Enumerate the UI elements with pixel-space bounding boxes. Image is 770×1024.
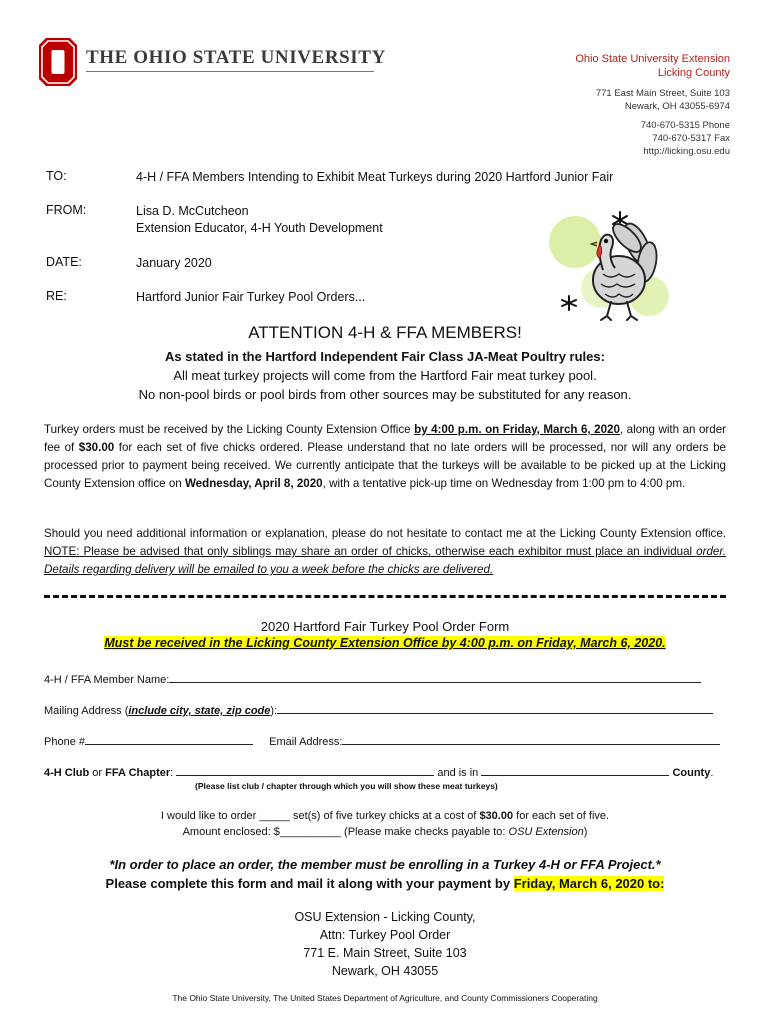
memo-from-name: Lisa D. McCutcheon xyxy=(136,204,249,218)
chapter-label: FFA Chapter xyxy=(105,767,171,779)
contact-note-paragraph: Should you need additional information or explanation, please do not hesitate to contact me at the Licking County Extension office. NOTE: Please be advised that only siblings may share an order of chicks, otherwise each exhibitor must place an individual order. Details regarding delivery will be emailed to you a week before the chicks are delivered. xyxy=(44,527,726,576)
mail-to-line2: Attn: Turkey Pool Order xyxy=(319,928,451,942)
pickup-date: Wednesday, April 8, 2020 xyxy=(184,477,323,490)
mail-to-line1: OSU Extension - Licking County, xyxy=(294,910,476,924)
attention-heading: ATTENTION 4-H & FFA MEMBERS! xyxy=(248,323,522,342)
club-county-row: 4-H Club or FFA Chapter: and is in County. xyxy=(44,767,714,779)
club-blank[interactable] xyxy=(176,765,434,776)
county-blank[interactable] xyxy=(481,765,669,776)
payee-name: OSU Extension xyxy=(508,826,584,838)
phone-label: Phone # xyxy=(44,736,85,748)
extension-address-line1: 771 East Main Street, Suite 103 xyxy=(595,88,730,99)
extension-contact-block xyxy=(470,52,730,158)
university-name: THE OHIO STATE UNIVERSITY xyxy=(86,47,386,68)
header-rule xyxy=(86,71,374,72)
mailing-address-blank[interactable] xyxy=(277,703,713,714)
mail-deadline: Friday, March 6, 2020 to: xyxy=(513,876,665,891)
extension-phone: 740-670-5315 Phone xyxy=(640,120,730,131)
phone-email-row xyxy=(44,734,726,748)
note-label: NOTE: xyxy=(44,545,80,558)
order-form-fee: $30.00 xyxy=(479,810,514,822)
order-instructions-paragraph: Turkey orders must be received by the Licking County Extension Office by 4:00 p.m. on Friday, March 6, 2020, along with an order fee of $30.00 for each set of five chicks ordered. Please understand that no late orders will be processed, nor will any orders be processed prior to payment being received. We currently anticipate that the turkeys will be available to be picked up at the Licking County Extension office on Wednesday, April 8, 2020, with a tentative pick-up time on Wednesday from 1:00 pm to 4:00 pm. xyxy=(44,423,727,490)
mail-instruction: Please complete this form and mail it along with your payment by Friday, March 6, 2020 to: xyxy=(105,876,665,891)
memo-re-value: Hartford Junior Fair Turkey Pool Orders... xyxy=(136,290,366,304)
email-blank[interactable] xyxy=(342,734,720,745)
memo-from-label: FROM: xyxy=(46,203,87,217)
member-name-field[interactable]: 4-H / FFA Member Name: xyxy=(44,672,726,686)
county-label: County xyxy=(672,767,711,779)
extension-website: http://licking.osu.edu xyxy=(643,146,730,157)
memo-date-value: January 2020 xyxy=(136,256,212,270)
club-label: 4-H Club xyxy=(44,767,90,779)
extension-county: Licking County xyxy=(657,67,730,79)
mailing-address-field[interactable]: Mailing Address (include city, state, zip code): xyxy=(44,703,726,717)
order-quantity-line: I would like to order _____ set(s) of five turkey chicks at a cost of $30.00 for each set of five. xyxy=(160,810,610,822)
memo-re-label: RE: xyxy=(46,289,67,303)
and-is-in-text: and is in xyxy=(437,767,479,779)
email-label: Email Address: xyxy=(269,736,343,748)
extension-address-line2: Newark, OH 43055-6974 xyxy=(624,101,730,112)
extension-name: Ohio State University Extension xyxy=(575,53,730,65)
form-deadline-notice: Must be received in the Licking County Extension Office by 4:00 p.m. on Friday, March 6, 2020. xyxy=(104,636,666,650)
mail-to-line4: Newark, OH 43055 xyxy=(331,964,439,978)
attention-rule-line: As stated in the Hartford Independent Fair Class JA-Meat Poultry rules: xyxy=(165,349,605,364)
mailing-address-hint: include city, state, zip code xyxy=(128,705,271,717)
memo-from-title: Extension Educator, 4-H Youth Development xyxy=(136,221,383,235)
memo-to-label: TO: xyxy=(46,169,67,183)
order-deadline: by 4:00 p.m. on Friday, March 6, 2020 xyxy=(414,423,620,436)
form-title: 2020 Hartford Fair Turkey Pool Order Form xyxy=(260,619,510,634)
osu-block-o-logo xyxy=(38,37,78,87)
order-fee: $30.00 xyxy=(78,441,115,454)
attention-substitution-line: No non-pool birds or pool birds from other sources may be substituted for any reason. xyxy=(138,387,632,402)
phone-blank[interactable] xyxy=(85,734,253,745)
attention-pool-line: All meat turkey projects will come from the Hartford Fair meat turkey pool. xyxy=(173,368,597,383)
extension-fax: 740-670-5317 Fax xyxy=(652,133,730,144)
mail-to-line3: 771 E. Main Street, Suite 103 xyxy=(303,946,467,960)
mailing-destination xyxy=(40,908,730,980)
cut-line-divider xyxy=(44,595,726,598)
turkey-illustration xyxy=(545,208,671,326)
project-enrollment-requirement: *In order to place an order, the member must be enrolling in a Turkey 4-H or FFA Project.* xyxy=(109,857,661,872)
club-chapter-hint: (Please list club / chapter through which you will show these meat turkeys) xyxy=(195,781,498,791)
memo-to-value: 4-H / FFA Members Intending to Exhibit Meat Turkeys during 2020 Hartford Junior Fair xyxy=(136,170,614,184)
member-name-blank[interactable] xyxy=(169,672,701,683)
memo-date-label: DATE: xyxy=(46,255,82,269)
cooperating-agencies-footer: The Ohio State University, The United States Department of Agriculture, and County Commissioners Cooperating xyxy=(172,993,598,1003)
amount-enclosed-line: Amount enclosed: $__________ (Please make checks payable to: OSU Extension) xyxy=(182,826,588,838)
